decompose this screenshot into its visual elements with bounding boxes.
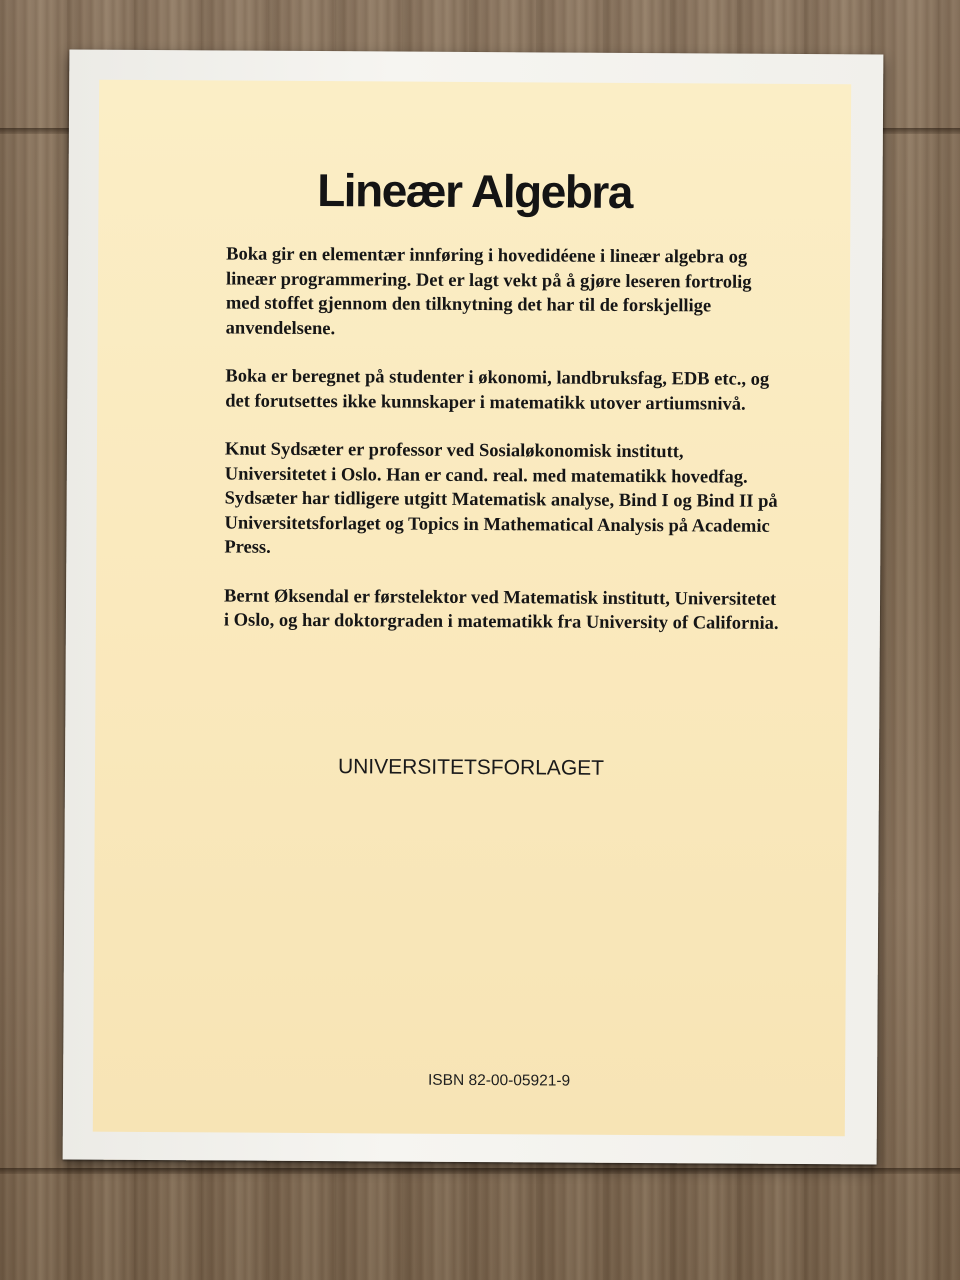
- book-back-cover: [63, 50, 884, 1165]
- blurb: [224, 242, 787, 660]
- book-title: Lineær Algebra: [317, 164, 633, 218]
- publisher-name: UNIVERSITETSFORLAGET: [337, 755, 605, 780]
- plank-seam: [0, 1168, 960, 1174]
- blurb-paragraph-audience: Boka er beregnet på studenter i økonomi, landbruksfag, EDB etc., og det forutsettes ikke kunnskaper i matematikk utover artiumsnivå.: [225, 366, 770, 415]
- cover-text-panel: [93, 80, 851, 1137]
- blurb-paragraph-author-oksendal: Bernt Øksendal er førstelektor ved Matematisk institutt, Universitetet i Oslo, og har doktorgraden i matematikk fra University of California.: [223, 585, 779, 634]
- isbn-number: ISBN 82-00-05921-9: [427, 1071, 571, 1090]
- blurb-paragraph-author-sydsaeter: Knut Sydsæter er professor ved Sosialøkonomisk institutt, Universitetet i Oslo. Han er cand. real. med matematikk hovedfag. Sydsæter har tidligere utgitt Matematisk analyse, Bind I og Bind II på Universitetsforlaget og Topics in Mathematical Analysis på Academic Press.: [224, 439, 778, 558]
- blurb-paragraph-description: Boka gir en elementær innføring i hovedidéene i lineær algebra og lineær programmering. Det er lagt vekt på å gjøre leseren fortrolig med stoffet gjennom den tilknytning det har til de forskjellige anvendelsene.: [225, 244, 752, 339]
